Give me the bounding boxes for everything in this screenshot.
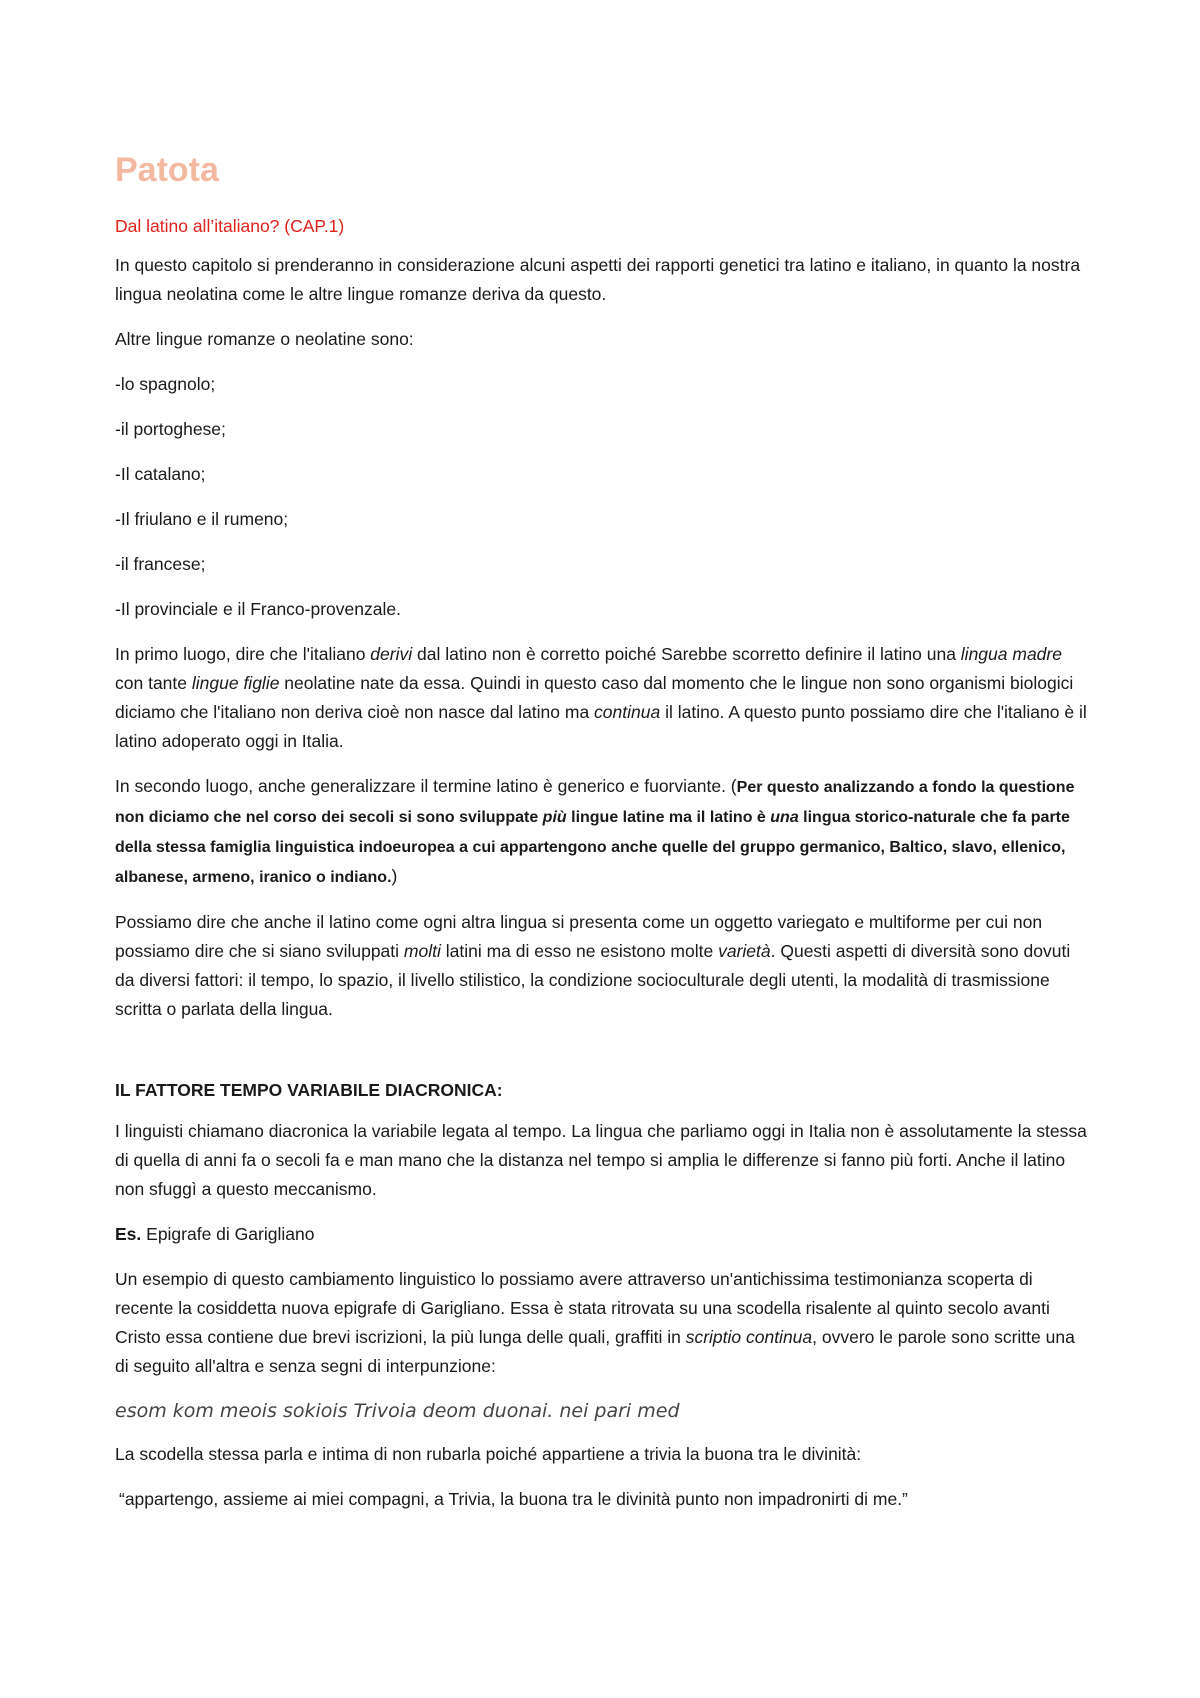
text-run: lingua storico-naturale che fa parte della stessa famiglia linguistica indoeuropea a cui appartengono anche quelle del gruppo germanico, Baltico, slavo, ellenico, albanese, armeno, iranico o indiano.	[115, 809, 1070, 886]
paragraph-generalization	[115, 772, 1090, 892]
text-run: )	[391, 866, 398, 886]
text-run: con tante	[115, 673, 192, 693]
text-run: Un esempio di questo cambiamento linguistico lo possiamo avere attraverso un'antichissima testimonianza scoperta di recente la cosiddetta nuova epigrafe di Garigliano. Essa è stata ritrovata su una scodella risalente al quinto secolo avanti Cristo essa contiene due brevi iscrizioni, la più lunga delle quali, graffiti in	[115, 1269, 1050, 1347]
text-run: . Questi aspetti di diversità sono dovuti da diversi fattori: il tempo, lo spazio, il livello stilistico, la condizione socioculturale degli utenti, la modalità di trasmissione scritta o parlata della lingua.	[115, 941, 1071, 1019]
list-item: -il francese;	[115, 554, 206, 574]
list-item: -lo spagnolo;	[115, 374, 216, 394]
document-title: Patota	[115, 151, 219, 189]
italic-run: lingua madre	[960, 644, 1062, 664]
chapter-heading: Dal latino all’italiano? (CAP.1)	[115, 216, 345, 236]
text-run: Per questo analizzando a fondo la questione non diciamo che nel corso dei secoli si sono sviluppate	[115, 779, 1075, 826]
list-item: -Il friulano e il rumeno;	[115, 509, 289, 529]
text-run: In primo luogo, dire che l'italiano	[115, 644, 371, 664]
paragraph-varieties	[115, 908, 1090, 1024]
intro-paragraph: In questo capitolo si prenderanno in considerazione alcuni aspetti dei rapporti genetici tra latino e italiano, in quanto la nostra lingua neolatina come le altre lingue romanze deriva da questo.	[115, 255, 1081, 304]
text-run: , ovvero le parole sono scritte una di seguito all'altra e senza segni di interpunzione:	[115, 1327, 1075, 1376]
text-run: Possiamo dire che anche il latino come ogni altra lingua si presenta come un oggetto variegato e multiforme per cui non possiamo dire che si siano sviluppati	[115, 912, 1043, 961]
italic-run: continua	[594, 702, 661, 722]
list-item: -il portoghese;	[115, 419, 226, 439]
list-intro: Altre lingue romanze o neolatine sono:	[115, 329, 414, 349]
paragraph-epigraph	[115, 1265, 1090, 1381]
italic-run: molti	[403, 941, 441, 961]
translation-quote: “appartengo, assieme ai miei compagni, a Trivia, la buona tra le divinità punto non impadronirti di me.”	[119, 1489, 908, 1509]
paragraph-diachronic: I linguisti chiamano diacronica la variabile legata al tempo. La lingua che parliamo oggi in Italia non è assolutamente la stessa di quella di anni fa o secoli fa e man mano che la distanza nel tempo si amplia le differenze si fanno più forti. Anche il latino non sfuggì a questo meccanismo.	[115, 1121, 1087, 1199]
list-item: -Il provinciale e il Franco-provenzale.	[115, 599, 401, 619]
list-item: -Il catalano;	[115, 464, 206, 484]
italic-run: una	[770, 809, 799, 826]
text-run: dal latino non è corretto poiché Sarebbe scorretto definire il latino una	[412, 644, 961, 664]
italic-run: più	[542, 809, 567, 826]
text-run: In secondo luogo, anche generalizzare il termine latino è generico e fuorviante. (	[115, 776, 737, 796]
text-run: lingue latine ma il latino è	[566, 809, 771, 826]
document-page	[115, 150, 1090, 1530]
italic-run: derivi	[370, 644, 413, 664]
example-label: Es.	[115, 1224, 142, 1244]
text-run: neolatine nate da essa. Quindi in questo caso dal momento che le lingue non sono organismi biologici diciamo che l'italiano non deriva cioè non nasce dal latino ma	[115, 673, 1074, 722]
italic-run: lingue figlie	[191, 673, 280, 693]
italic-run: varietà	[718, 941, 771, 961]
section-heading: IL FATTORE TEMPO VARIABILE DIACRONICA:	[115, 1080, 503, 1100]
example-text: Epigrafe di Garigliano	[141, 1224, 315, 1244]
text-run: il latino. A questo punto possiamo dire che l'italiano è il latino adoperato oggi in Italia.	[115, 702, 1087, 751]
text-run: latini ma di esso ne esistono molte	[440, 941, 719, 961]
inscription-text: esom kom meois sokiois Trivoia deom duonai. nei pari med	[115, 1400, 680, 1422]
italic-run: scriptio continua	[685, 1327, 813, 1347]
paragraph-bowl: La scodella stessa parla e intima di non rubarla poiché appartiene a trivia la buona tra le divinità:	[115, 1444, 862, 1464]
example-line	[115, 1220, 1090, 1249]
paragraph-derivation	[115, 640, 1090, 756]
